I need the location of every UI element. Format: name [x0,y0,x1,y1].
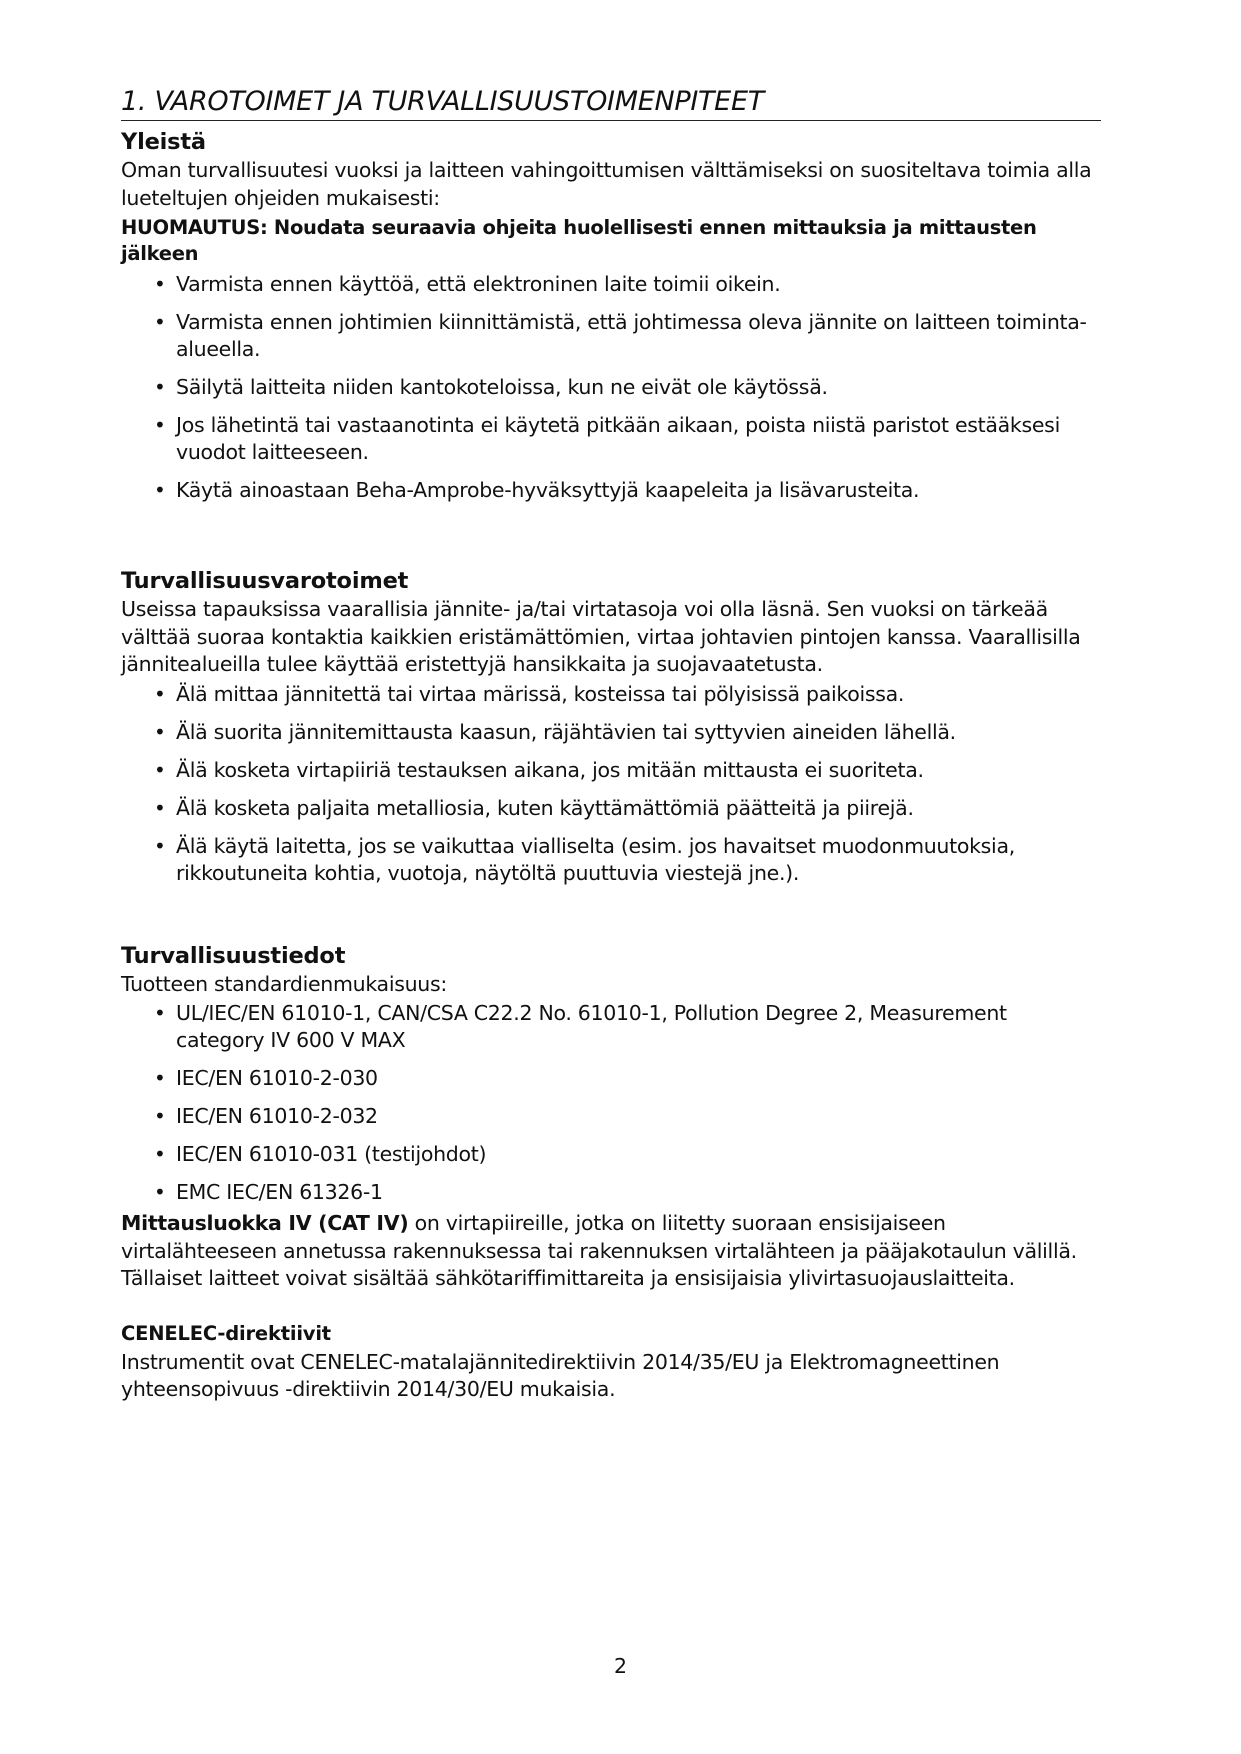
list-item: • Jos lähetintä tai vastaanotinta ei käytetä pitkään aikaan, poista niistä paristot estääksesi vuodot laitteeseen. [154,413,1060,464]
list-item: • Älä kosketa paljaita metalliosia, kuten käyttämättömiä päätteitä ja piirejä. [154,795,914,820]
bullet-icon: • [154,375,166,399]
section-precautions [121,566,1101,887]
general-list [121,271,1101,504]
bullet-icon: • [154,757,166,782]
list-item: • Varmista ennen johtimien kiinnittämistä, että johtimessa oleva jännite on laitteen toiminta-alueella. [154,310,1087,361]
section-heading-general: Yleistä [121,129,206,155]
precautions-intro: Useissa tapauksissa vaarallisia jännite- ja/tai virtatasoja voi olla läsnä. Sen vuoksi on tärkeää välttää suoraa kontaktia kaikkien eristämättömien, virtaa johtavien pintojen kanssa. Vaarallisilla jännitealueilla tulee käyttää eristettyjä hansikkaita ja suojavaatetusta. [121,597,1081,676]
list-item: • IEC/EN 61010-031 (testijohdot) [154,1142,487,1166]
section-heading-cenelec: CENELEC-direktiivit [121,1321,331,1345]
list-item: • Varmista ennen käyttöä, että elektroninen laite toimii oikein. [154,272,781,296]
general-intro: Oman turvallisuutesi vuoksi ja laitteen vahingoittumisen välttämiseksi on suositeltava toimia alla lueteltujen ohjeiden mukaisesti: [121,158,1092,210]
section-safety-info [121,941,1101,1293]
bullet-icon: • [154,1104,166,1128]
standards-list [121,1000,1101,1206]
list-item: • IEC/EN 61010-2-030 [154,1066,378,1090]
section-heading-safety-info: Turvallisuustiedot [121,942,346,969]
measurement-category-label: Mittausluokka IV (CAT IV) [121,1211,409,1235]
section-cenelec [121,1321,1101,1404]
list-item: • Älä käytä laitetta, jos se vaikuttaa vialliselta (esim. jos havaitset muodonmuutoksia, rikkoutuneita kohtia, vuotoja, näytöltä puuttuvia viestejä jne.). [154,833,1015,885]
bullet-icon: • [154,272,166,296]
list-item: • UL/IEC/EN 61010-1, CAN/CSA C22.2 No. 61010-1, Pollution Degree 2, Measurement category IV 600 V MAX [154,1001,1007,1052]
list-item: • Älä mittaa jännitettä tai virtaa märissä, kosteissa tai pölyisissä paikoissa. [154,681,905,706]
measurement-category-paragraph [121,1210,1101,1293]
bullet-icon: • [154,478,166,502]
general-note: HUOMAUTUS: Noudata seuraavia ohjeita huolellisesti ennen mittauksia ja mittausten jälkeen [121,216,1037,265]
list-item: • Älä suorita jännitemittausta kaasun, räjähtävien tai syttyvien aineiden lähellä. [154,719,956,744]
list-item: • Säilytä laitteita niiden kantokoteloissa, kun ne eivät ole käytössä. [154,375,828,399]
bullet-icon: • [154,1142,166,1166]
bullet-icon: • [154,795,166,820]
page-number: 2 [613,1654,628,1678]
list-item: • Käytä ainoastaan Beha-Amprobe-hyväksyttyjä kaapeleita ja lisävarusteita. [154,478,920,502]
section-heading-precautions: Turvallisuusvarotoimet [121,568,409,594]
bullet-icon: • [154,413,166,437]
bullet-icon: • [154,1066,166,1090]
bullet-icon: • [154,719,166,744]
bullet-icon: • [154,833,166,858]
bullet-icon: • [154,310,166,334]
bullet-icon: • [154,1180,166,1204]
list-item: • Älä kosketa virtapiiriä testauksen aikana, jos mitään mittausta ei suoriteta. [154,757,924,782]
bullet-icon: • [154,1001,166,1025]
measurement-category-text: on virtapiireille, jotka on liitetty suoraan ensisijaiseen virtalähteeseen annetussa rakennuksessa tai rakennuksen virtalähteen ja pääjakotaulun välillä. Tällaiset laitteet voivat sisältää sähkötariffimittareita ja ensisijaisia ylivirtasuojauslaitteita. [121,1211,1077,1290]
cenelec-text: Instrumentit ovat CENELEC-matalajännitedirektiivin 2014/35/EU ja Elektromagneettinen yhteensopivuus -direktiivin 2014/30/EU mukaisia. [121,1349,1000,1401]
safety-info-intro: Tuotteen standardienmukaisuus: [121,971,447,996]
chapter-title: 1. VAROTOIMET JA TURVALLISUUSTOIMENPITEET [121,84,1101,121]
bullet-icon: • [154,681,166,706]
list-item: • EMC IEC/EN 61326-1 [154,1180,383,1204]
precautions-list [121,681,1101,887]
list-item: • IEC/EN 61010-2-032 [154,1104,378,1128]
section-general [121,127,1101,504]
